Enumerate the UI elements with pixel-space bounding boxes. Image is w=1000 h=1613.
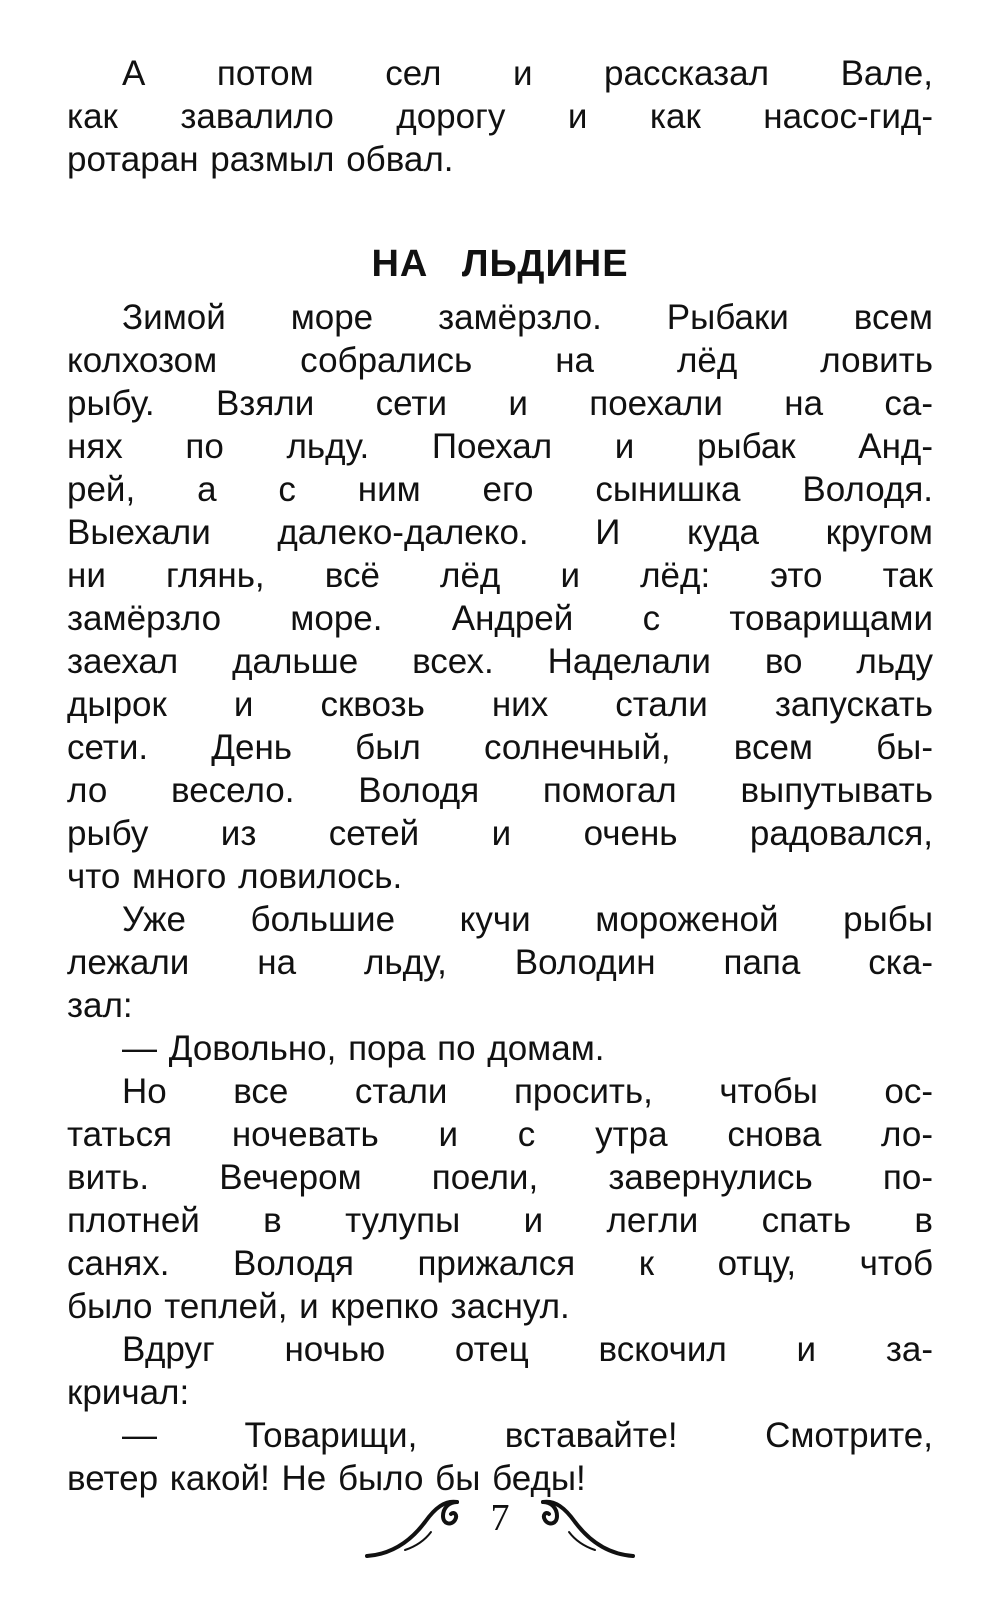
text-line: таться ночевать и с утра снова ло- [67, 1115, 933, 1154]
text-line: лежали на льду, Володин папа ска- [67, 943, 933, 982]
page-footer [0, 1486, 1000, 1566]
paragraph-5 [67, 1328, 933, 1414]
text-line: дырок и сквозь них стали запускать [67, 685, 933, 724]
text-line: рей, а с ним его сынишка Володя. [67, 470, 933, 509]
text-line: нях по льду. Поехал и рыбак Анд- [67, 427, 933, 466]
text-line: Зимой море замёрзло. Рыбаки всем [122, 298, 933, 337]
text-line: заехал дальше всех. Наделали во льду [67, 642, 933, 681]
text-line: ло весело. Володя помогал выпутывать [67, 771, 933, 810]
text-line: сети. День был солнечный, всем бы- [67, 728, 933, 767]
text-line: было теплей, и крепко заснул. [67, 1287, 570, 1326]
text-line: ветер какой! Не было бы беды! [67, 1459, 586, 1498]
text-line: ни глянь, всё лёд и лёд: это так [67, 556, 933, 595]
text-line: — Довольно, пора по домам. [122, 1029, 605, 1068]
paragraph-1 [67, 296, 933, 898]
text-line: Уже большие кучи мороженой рыбы [122, 900, 933, 939]
paragraph-3 [67, 1027, 933, 1070]
intro-paragraph [67, 52, 933, 181]
scroll-flourish-right-icon [543, 1502, 633, 1556]
page-number: 7 [490, 1497, 510, 1539]
text-line: Но все стали просить, чтобы ос- [122, 1072, 933, 1111]
text-line: плотней в тулупы и легли спать в [67, 1201, 933, 1240]
text-line: рыбу из сетей и очень радовался, [67, 814, 933, 853]
text-line: — Товарищи, вставайте! Смотрите, [122, 1416, 933, 1455]
scroll-flourish-left-icon [367, 1502, 457, 1556]
text-line: колхозом собрались на лёд ловить [67, 341, 933, 380]
paragraph-2 [67, 898, 933, 1027]
text-line: Выехали далеко-далеко. И куда кругом [67, 513, 933, 552]
text-line: вить. Вечером поели, завернулись по- [67, 1158, 933, 1197]
text-line: что много ловилось. [67, 857, 403, 896]
text-line: санях. Володя прижался к отцу, чтоб [67, 1244, 933, 1283]
text-line: Вдруг ночью отец вскочил и за- [122, 1330, 933, 1369]
text-line: А потом сел и рассказал Вале, [122, 54, 933, 93]
text-line: зал: [67, 986, 133, 1025]
page-content [67, 52, 933, 1500]
text-line: ротаран размыл обвал. [67, 140, 454, 179]
text-line: рыбу. Взяли сети и поехали на са- [67, 384, 933, 423]
paragraph-4 [67, 1070, 933, 1328]
chapter-title: НА ЛЬДИНЕ [371, 243, 629, 285]
text-line: как завалило дорогу и как насос-гид- [67, 97, 933, 136]
text-line: замёрзло море. Андрей с товарищами [67, 599, 933, 638]
text-line: кричал: [67, 1373, 190, 1412]
